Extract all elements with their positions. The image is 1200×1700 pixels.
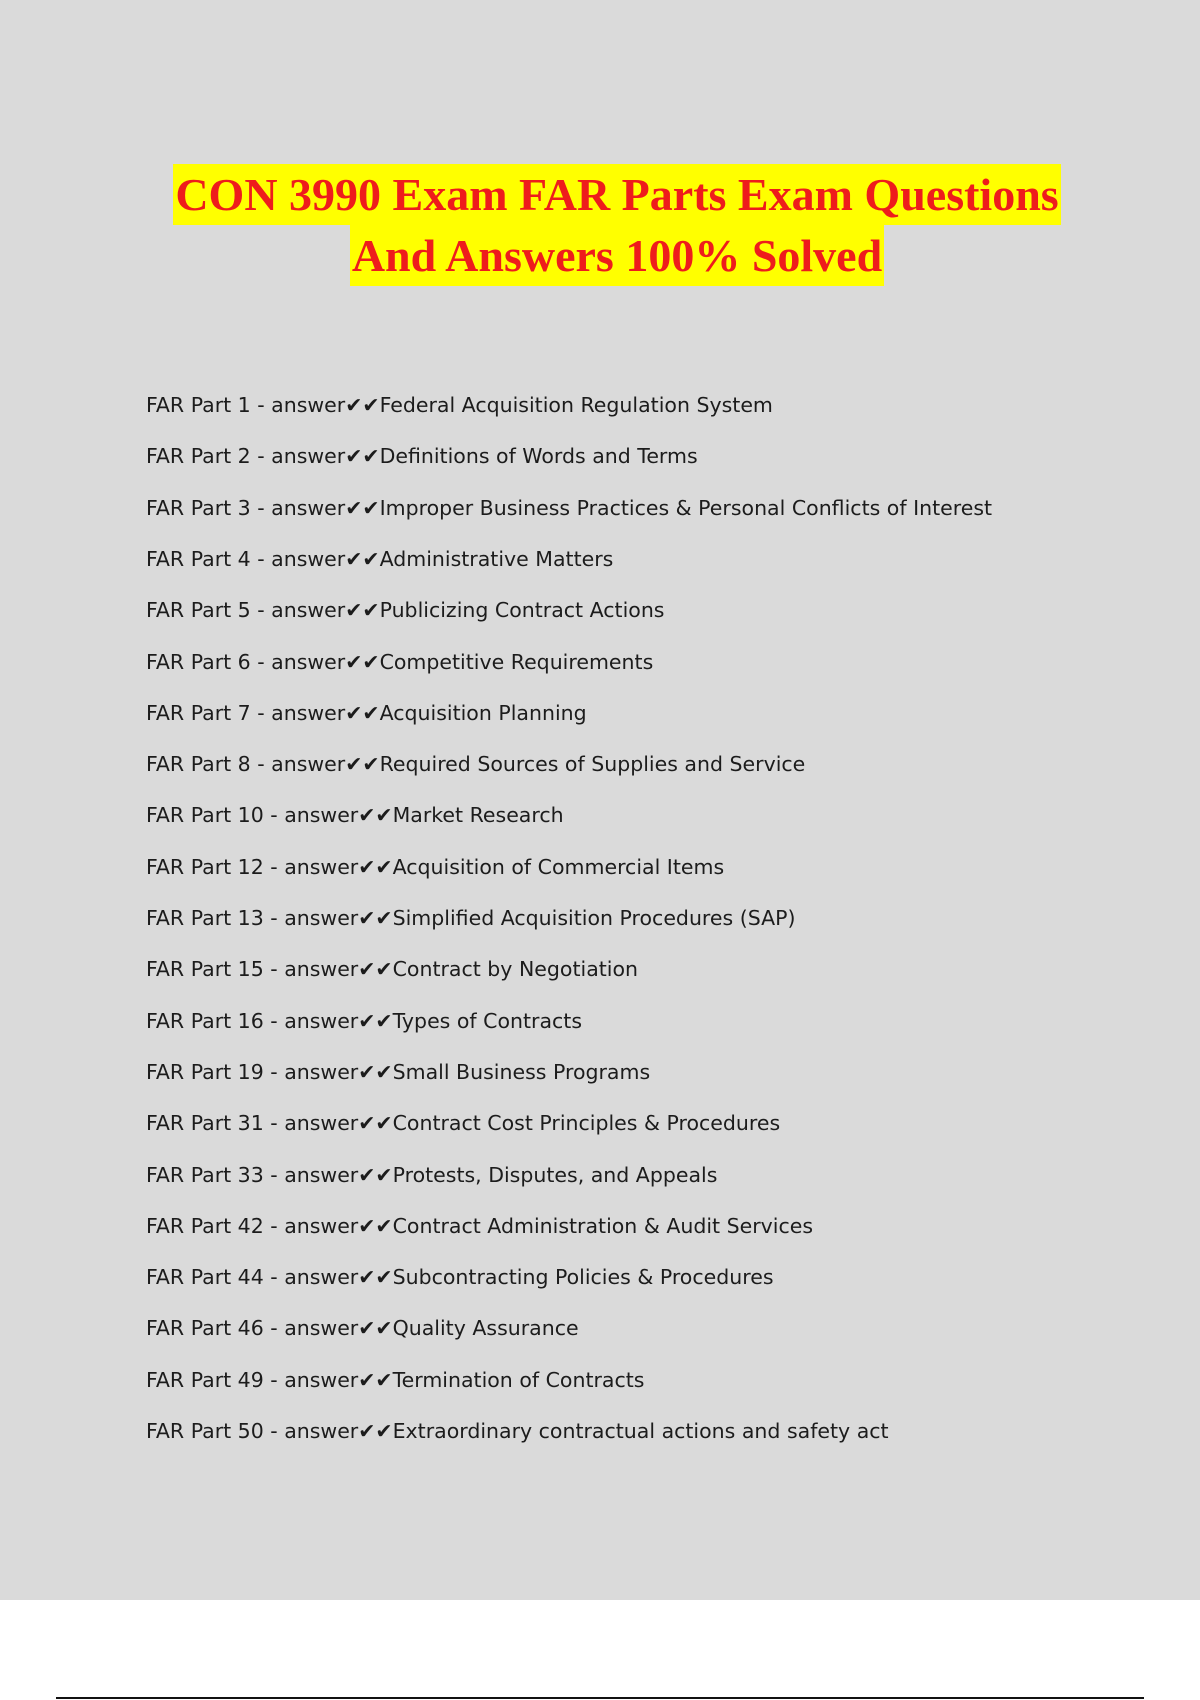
far-part-label: FAR Part 31	[146, 1111, 264, 1136]
far-part-answer: Subcontracting Policies & Procedures	[392, 1265, 774, 1290]
far-part-answer: Simplified Acquisition Procedures (SAP)	[392, 906, 796, 930]
far-part-answer: Definitions of Words and Terms	[379, 444, 698, 469]
answer-separator: - answer✔✔	[263, 1111, 393, 1136]
answer-separator: - answer✔✔	[250, 700, 380, 725]
far-part-label: FAR Part 10	[146, 803, 264, 828]
list-item	[146, 1109, 780, 1137]
far-part-answer: Acquisition of Commercial Items	[392, 854, 725, 879]
far-part-label: FAR Part 8	[146, 752, 251, 777]
far-part-answer: Extraordinary contractual actions and safety act	[392, 1419, 889, 1443]
answer-separator: - answer✔✔	[263, 1265, 393, 1290]
answer-separator: - answer✔✔	[250, 444, 380, 469]
far-part-label: FAR Part 15	[146, 957, 264, 982]
answer-separator: - answer✔✔	[263, 906, 393, 930]
answer-separator: - answer✔✔	[263, 957, 393, 982]
far-part-label: FAR Part 6	[146, 649, 251, 674]
far-part-label: FAR Part 33	[146, 1162, 264, 1187]
answer-separator: - answer✔✔	[263, 1367, 393, 1392]
far-part-label: FAR Part 1	[146, 393, 251, 417]
list-item	[146, 750, 805, 778]
answer-separator: - answer✔✔	[263, 1316, 393, 1341]
far-part-answer: Quality Assurance	[392, 1316, 579, 1341]
list-item	[146, 442, 698, 470]
far-part-answer: Contract by Negotiation	[392, 957, 639, 982]
far-part-label: FAR Part 3	[146, 495, 251, 520]
list-item	[146, 648, 653, 676]
list-item	[146, 1058, 650, 1086]
far-part-answer: Contract Cost Principles & Procedures	[392, 1111, 781, 1136]
title-line-2: And Answers 100% Solved	[350, 225, 884, 286]
far-part-answer: Small Business Programs	[392, 1059, 651, 1084]
answer-separator: - answer✔✔	[263, 1162, 393, 1187]
answer-separator: - answer✔✔	[250, 598, 380, 623]
far-part-answer: Improper Business Practices & Personal Conflicts of Interest	[379, 495, 993, 520]
list-item	[146, 801, 564, 829]
document-title	[0, 164, 1200, 286]
far-part-answer: Contract Administration & Audit Services	[392, 1213, 814, 1238]
far-part-label: FAR Part 50	[146, 1419, 264, 1443]
far-part-label: FAR Part 16	[146, 1008, 264, 1033]
answer-separator: - answer✔✔	[263, 803, 393, 828]
list-item	[146, 955, 638, 983]
answer-separator: - answer✔✔	[250, 649, 380, 674]
answer-separator: - answer✔✔	[250, 546, 380, 571]
list-item	[146, 596, 665, 624]
answer-separator: - answer✔✔	[263, 854, 393, 879]
far-part-label: FAR Part 49	[146, 1367, 264, 1392]
far-part-answer: Federal Acquisition Regulation System	[379, 393, 773, 417]
list-item	[146, 1263, 774, 1291]
far-part-answer: Acquisition Planning	[379, 700, 587, 725]
far-part-label: FAR Part 46	[146, 1316, 264, 1341]
far-part-label: FAR Part 19	[146, 1059, 264, 1084]
list-item	[146, 494, 992, 522]
far-part-label: FAR Part 12	[146, 854, 264, 879]
list-item	[146, 545, 613, 573]
list-item	[146, 1314, 579, 1342]
far-part-label: FAR Part 4	[146, 546, 251, 571]
answer-separator: - answer✔✔	[250, 495, 380, 520]
list-item	[146, 1212, 813, 1240]
far-part-label: FAR Part 5	[146, 598, 251, 623]
far-part-answer: Required Sources of Supplies and Service	[379, 752, 806, 777]
list-item	[146, 391, 773, 419]
far-part-label: FAR Part 44	[146, 1265, 264, 1290]
far-part-label: FAR Part 13	[146, 906, 264, 930]
far-part-answer: Competitive Requirements	[379, 649, 654, 674]
list-item	[146, 1366, 644, 1394]
footer-divider	[56, 1697, 1144, 1699]
far-part-answer: Termination of Contracts	[392, 1367, 645, 1392]
list-item	[146, 1007, 582, 1035]
answer-separator: - answer✔✔	[263, 1419, 393, 1443]
far-part-label: FAR Part 2	[146, 444, 251, 469]
title-line-1: CON 3990 Exam FAR Parts Exam Questions	[173, 164, 1060, 225]
far-part-answer: Publicizing Contract Actions	[379, 598, 665, 623]
list-item	[146, 853, 724, 881]
far-part-label: FAR Part 7	[146, 700, 251, 725]
answer-separator: - answer✔✔	[250, 393, 380, 417]
answer-separator: - answer✔✔	[250, 752, 380, 777]
answer-separator: - answer✔✔	[263, 1008, 393, 1033]
list-item	[146, 904, 796, 932]
far-part-label: FAR Part 42	[146, 1213, 264, 1238]
answer-separator: - answer✔✔	[263, 1213, 393, 1238]
answer-separator: - answer✔✔	[263, 1059, 393, 1084]
far-part-answer: Market Research	[392, 803, 564, 828]
list-item	[146, 1161, 717, 1189]
far-part-answer: Administrative Matters	[379, 546, 614, 571]
list-item	[146, 1417, 889, 1445]
far-part-answer: Types of Contracts	[392, 1008, 583, 1033]
list-item	[146, 699, 587, 727]
far-part-answer: Protests, Disputes, and Appeals	[392, 1162, 718, 1187]
